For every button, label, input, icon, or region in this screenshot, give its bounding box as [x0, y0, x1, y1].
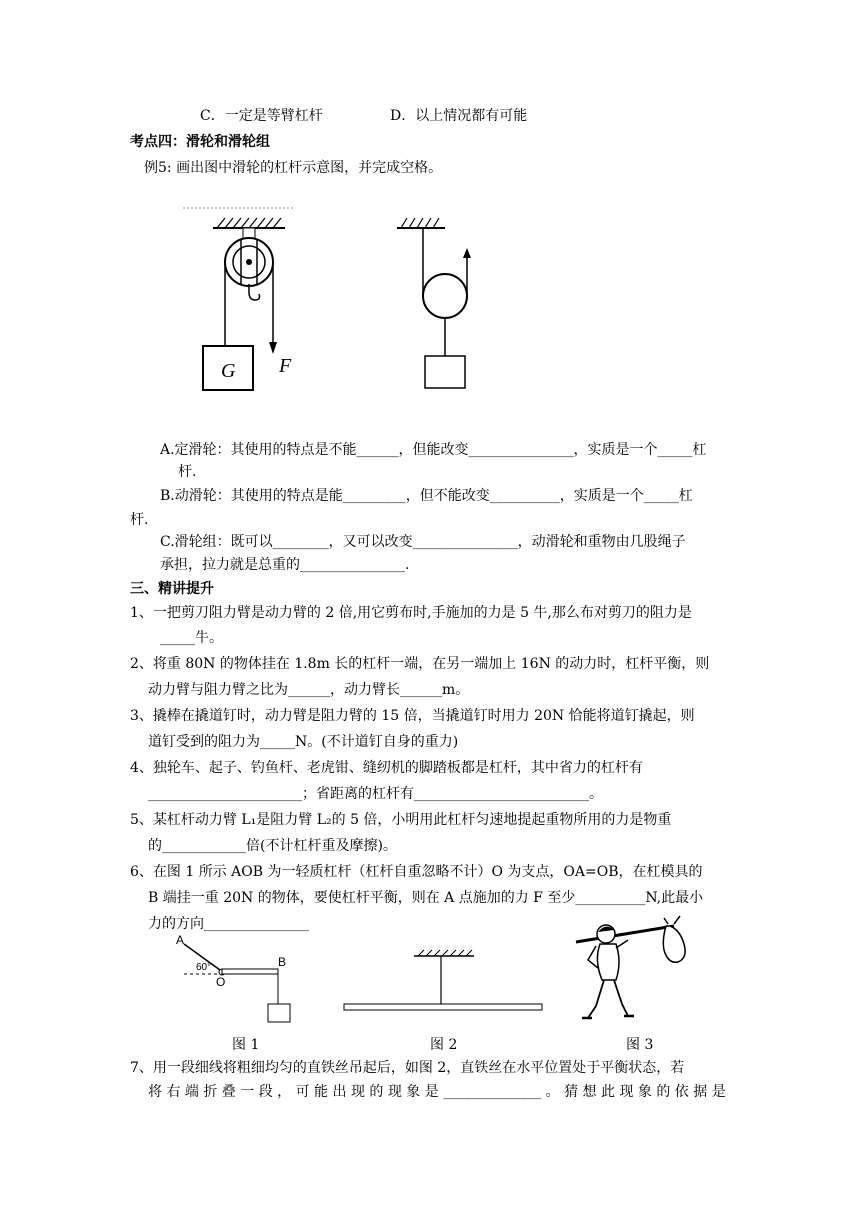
question-7-cont: 将 右 端 折 叠 一 段 ， 可 能 出 现 的 现 象 是 ______________ 。 猜 想 此 现 象 的 依 据 是 — [148, 1084, 726, 1100]
question-3: 3、撬棒在撬道钉时，动力臂是阻力臂的 15 倍，当撬道钉时用力 20N 恰能将道钉撬起，则 — [130, 708, 695, 724]
option-c: C．一定是等臂杠杆 — [200, 108, 323, 124]
fill-line-a-cont: 杆. — [178, 464, 197, 480]
question-1-cont: _____牛。 — [160, 630, 223, 646]
section-heading: 考点四：滑轮和滑轮组 — [130, 134, 270, 150]
movable-pulley-diagram — [397, 218, 471, 388]
section3-heading: 三、精讲提升 — [130, 581, 214, 597]
question-3-cont: 道钉受到的阻力为_____N。(不计道钉自身的重力) — [148, 734, 459, 750]
example-prompt: 例5: 画出图中滑轮的杠杆示意图，并完成空格。 — [144, 160, 443, 176]
figure-2-wire — [338, 948, 548, 1028]
weight-label: G — [221, 360, 236, 382]
question-6-cont: B 端挂一重 20N 的物体，要使杠杆平衡，则在 A 点施加的力 F 至少__________N,此最小 — [148, 890, 704, 906]
question-1: 1、一把剪刀阻力臂是动力臂的 2 倍,用它剪布时,手施加的力是 5 牛,那么布对剪刀的阻力是 — [130, 605, 692, 621]
fill-line-b-cont: 杆. — [130, 512, 149, 528]
fill-line-c: C.滑轮组：既可以________，又可以改变_______________，动滑轮和重物由几股绳子 — [160, 534, 686, 550]
fill-line-b: B.动滑轮：其使用的特点是能_________，但不能改变__________，实质是一个_____杠 — [160, 488, 693, 504]
figure-1-lever — [170, 928, 310, 1028]
question-2: 2、将重 80N 的物体挂在 1.8m 长的杠杆一端，在另一端加上 16N 的动力时，杠杆平衡，则 — [130, 656, 710, 672]
fill-line-c-cont: 承担，拉力就是总重的_______________. — [160, 557, 410, 573]
question-6-direction: 力的方向_______________ — [148, 916, 309, 932]
figure-3-caption: 图 3 — [626, 1037, 654, 1053]
figure-1-caption: 图 1 — [232, 1037, 260, 1053]
label-a: A — [176, 933, 185, 947]
label-o: O — [216, 975, 226, 989]
force-label: F — [279, 355, 292, 377]
question-5-cont: 的____________倍(不计杠杆重及摩擦)。 — [148, 838, 397, 854]
question-4-cont: ______________________；省距离的杠杆有_________________________。 — [148, 786, 603, 802]
label-b: B — [278, 955, 287, 969]
question-4: 4、独轮车、起子、钓鱼杆、老虎钳、缝纫机的脚踏板都是杠杆，其中省力的杠杆有 — [130, 760, 643, 776]
question-5: 5、某杠杆动力臂 L₁是阻力臂 L₂的 5 倍，小明用此杠杆匀速地提起重物所用的力是物重 — [130, 812, 672, 828]
angle-label: 60° — [196, 962, 212, 973]
question-2-cont: 动力臂与阻力臂之比为______，动力臂长______m。 — [148, 682, 470, 698]
question-7: 7、用一段细线将粗细均匀的直铁丝吊起后，如图 2，直铁丝在水平位置处于平衡状态，若 — [130, 1060, 685, 1076]
question-6: 6、在图 1 所示 AOB 为一轻质杠杆（杠杆自重忽略不计）O 为支点，OA=OB，在杠模具的 — [130, 864, 703, 880]
figure-3-person — [570, 912, 710, 1032]
fixed-pulley-diagram — [183, 208, 295, 390]
pulley-figure — [175, 196, 495, 406]
figure-2-caption: 图 2 — [430, 1037, 458, 1053]
fill-line-a: A.定滑轮：其使用的特点是不能______，但能改变_______________，实质是一个_____杠 — [160, 442, 707, 458]
option-d: D．以上情况都有可能 — [390, 108, 528, 124]
